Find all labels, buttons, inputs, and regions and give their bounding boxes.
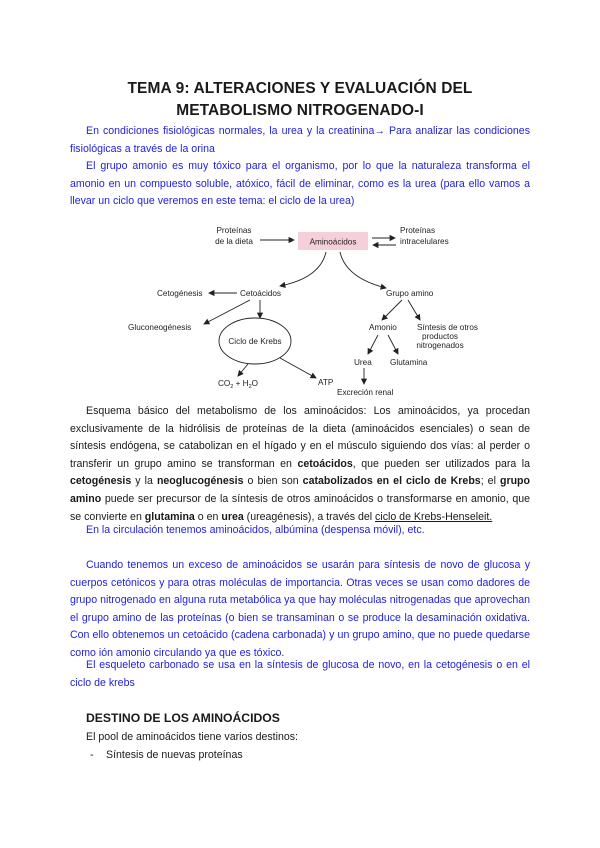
esqueleto-paragraph: El esqueleto carbonado se usa en la síntesis de glucosa de novo, en la cetogénesis o en el ciclo de krebs [70,659,530,689]
arrow-amino-to-amonio [382,300,402,320]
page-title-line-1: TEMA 9: ALTERACIONES Y EVALUACIÓN DEL [127,80,473,97]
amonio-label: Amonio [369,323,397,332]
intro-paragraph-1: En condiciones fisiológicas normales, la urea y la creatinina→ Para analizar las condiciones fisiológicas a través de la orina [70,125,530,155]
proteinas-dieta-label: Proteínas [216,226,252,235]
grupo-amino-label: Grupo amino [386,289,434,298]
sintesis-label-3: nitrogenados [416,341,464,350]
atp-label: ATP [318,378,334,387]
arrow-krebs-to-co2 [238,364,248,376]
gluconeogenesis-label: Gluconeogénesis [128,323,192,332]
urea-label: Urea [354,358,372,367]
circulacion-paragraph: En la circulación tenemos aminoácidos, albúmina (despensa móvil), etc. [86,524,425,536]
ciclo-krebs-label: Ciclo de Krebs [228,337,282,346]
proteinas-intra-label-2: intracelulares [400,237,449,246]
page-title-line-2: METABOLISMO NITROGENADO-I [176,102,424,119]
arrow-cetoacidos-to-gluconeogenesis [204,300,250,324]
glutamina-label: Glutamina [390,358,428,367]
cetogenesis-label: Cetogénesis [157,289,203,298]
destino-item-1: Síntesis de nuevas proteínas [106,749,243,761]
aminoacidos-label: Aminoácidos [309,237,357,247]
esquema-paragraph: Esquema básico del metabolismo de los aminoácidos: Los aminoácidos, ya procedan exclusivamente de la hidrólisis de proteínas de la dieta (aminoácidos esenciales) o sean de síntesis endógena, se catabolizan en el hígado y en el músculo siguiendo dos vías: al perder o transferir un grupo amino se transforman en cetoácidos, que pueden ser utilizados para la cetogénesis y la neoglucogénesis o bien son catabolizados en el ciclo de Krebs; el grupo amino puede ser precursor de la síntesis de otros aminoácidos o transformarse en amonio, que se convierte en glutamina o en urea (ureagénesis), a través del ciclo de Krebs-Henseleit. [70,405,530,523]
sintesis-label-1: Síntesis de otros [417,323,478,332]
destino-intro: El pool de aminoácidos tiene varios destinos: [86,731,298,743]
cetoacidos-label: Cetoácidos [240,289,281,298]
arrow-amonio-to-glutamina [388,335,398,354]
proteinas-intra-label: Proteínas [400,226,436,235]
amino-acid-metabolism-diagram [110,218,490,400]
intro-paragraph-2: El grupo amonio es muy tóxico para el organismo, por lo que la naturaleza transforma el amonio en un compuesto soluble, atóxico, fácil de eliminar, como es la urea (para ello vamos a llevar un ciclo que veremos en este tema: el ciclo de la urea) [70,160,530,208]
bullet-dash: - [90,749,94,761]
proteinas-dieta-label-2: de la dieta [215,237,253,246]
arrow-amino-to-sintesis [408,300,420,320]
arrow-aminoacidos-to-cetoacidos [280,252,326,286]
arrow-krebs-to-atp [280,358,316,378]
destino-heading: DESTINO DE LOS AMINOÁCIDOS [86,711,280,725]
exceso-paragraph: Cuando tenemos un exceso de aminoácidos se usarán para síntesis de novo de glucosa y cuerpos cetónicos y para otras moléculas de importancia. Otras veces se usan como dadores de grupo nitrogenado en alguna ruta metabólica ya que hay moléculas nitrogenadas que aprovechan el grupo amino de las proteínas (o bien se transaminan o se produce la desaminación oxidativa. Con ello obtenemos un cetoácido (cadena carbonada) y un grupo amino, que no puede quedarse como ión amonio circulando ya que es tóxico. [70,559,530,659]
sintesis-label-2: productos [422,332,458,341]
arrow-amonio-to-urea [368,335,378,354]
arrow-aminoacidos-to-grupo-amino [340,252,386,288]
co2-h2o-label: $CO_2 + H_2O$ [218,379,259,390]
excrecion-label: Excreción renal [337,388,394,397]
